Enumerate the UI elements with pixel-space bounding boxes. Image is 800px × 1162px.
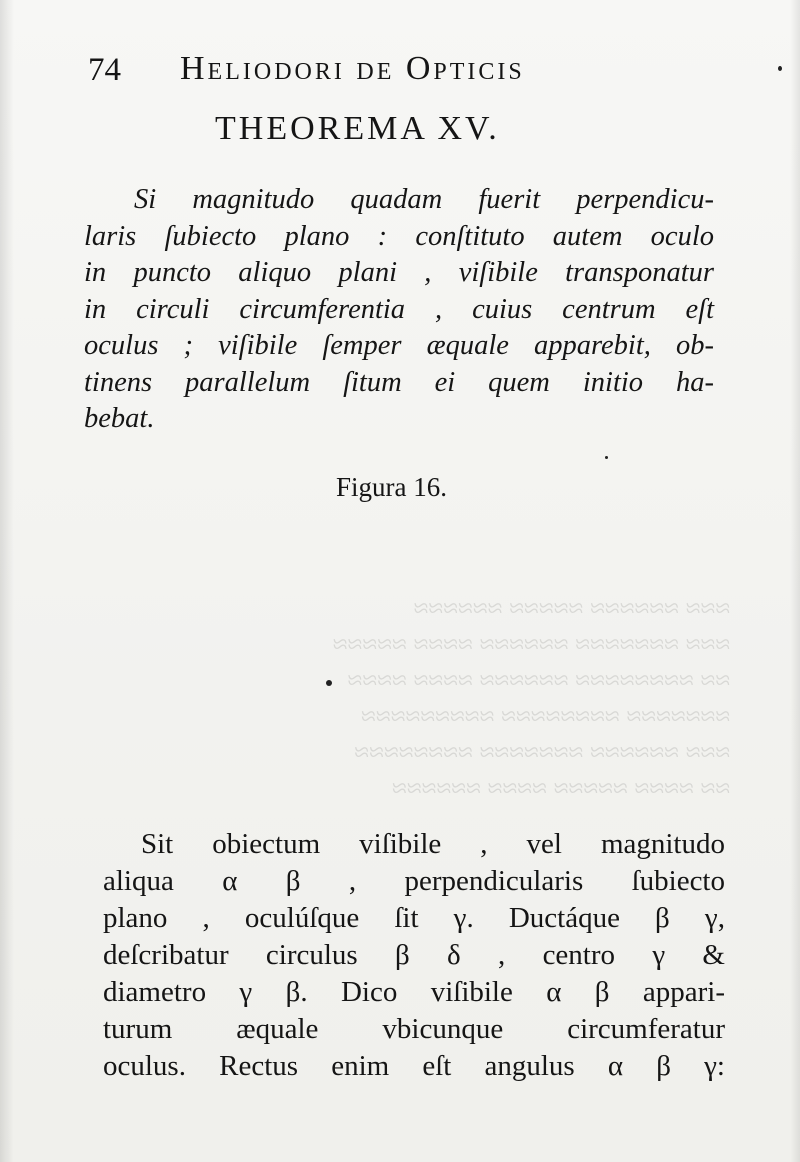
proposition-line: laris ſubiecto plano : conſtituto autem oculo bbox=[84, 220, 714, 252]
proposition-line: Si magnitudo quadam fuerit perpendicu- bbox=[134, 184, 714, 215]
proposition-line: tinens parallelum ſitum ei quem initio ha- bbox=[84, 366, 714, 398]
body-line: turum æquale vbicunque circumferatur bbox=[103, 1013, 725, 1045]
proposition-line: bebat. bbox=[84, 403, 155, 434]
body-line: aliqua α β , perpendicularis ſubiecto bbox=[103, 865, 725, 897]
body-line: plano , oculúſque ſit γ. Ductáque β γ, bbox=[103, 902, 725, 934]
ink-speck bbox=[605, 456, 608, 459]
body-text bbox=[103, 826, 725, 1085]
ink-speck bbox=[778, 66, 782, 71]
running-title: Heliodori de Opticis bbox=[180, 50, 525, 87]
page-header bbox=[88, 48, 688, 88]
page-edge-shadow-right bbox=[790, 0, 800, 1162]
body-line: deſcribatur circulus β δ , centro γ & bbox=[103, 939, 725, 971]
figure-caption: Figura 16. bbox=[336, 472, 447, 502]
body-line: diametro γ β. Dico viſibile α β appari- bbox=[103, 976, 725, 1008]
body-line: Sit obiectum viſibile , vel magnitudo bbox=[141, 828, 725, 860]
theorem-heading: THEOREMA XV. bbox=[215, 110, 500, 147]
proposition-text bbox=[84, 182, 714, 438]
ink-speck bbox=[326, 680, 332, 686]
bleed-through-texture: ≈≈≈ ≈≈≈≈≈≈ ≈≈≈≈≈ ≈≈≈≈≈≈ ≈≈≈ ≈≈≈≈≈≈≈ ≈≈≈≈≈≈ ≈≈≈≈ ≈≈≈≈≈ ≈≈ ≈≈≈≈≈≈≈≈ ≈≈≈≈≈≈ ≈≈≈≈ ≈≈≈≈ ≈≈≈≈≈≈≈ ≈≈≈≈≈≈≈≈ ≈≈≈≈≈≈≈≈≈ ≈≈≈ ≈≈≈≈≈≈ ≈≈≈≈≈≈≈ ≈≈≈≈≈≈≈≈ ≈≈ ≈≈≈≈ ≈≈≈≈≈ ≈≈≈≈ ≈≈≈≈≈≈ bbox=[332, 593, 730, 803]
proposition-line: oculus ; viſibile ſemper æquale apparebit, ob- bbox=[84, 330, 714, 361]
body-line: oculus. Rectus enim eſt angulus α β γ: bbox=[103, 1050, 725, 1082]
proposition-line: in circuli circumferentia , cuius centrum eſt bbox=[84, 293, 714, 325]
page-edge-shadow-left bbox=[0, 0, 14, 1162]
page-number: 74 bbox=[88, 52, 121, 88]
proposition-line: in puncto aliquo plani , viſibile transponatur bbox=[84, 257, 714, 288]
